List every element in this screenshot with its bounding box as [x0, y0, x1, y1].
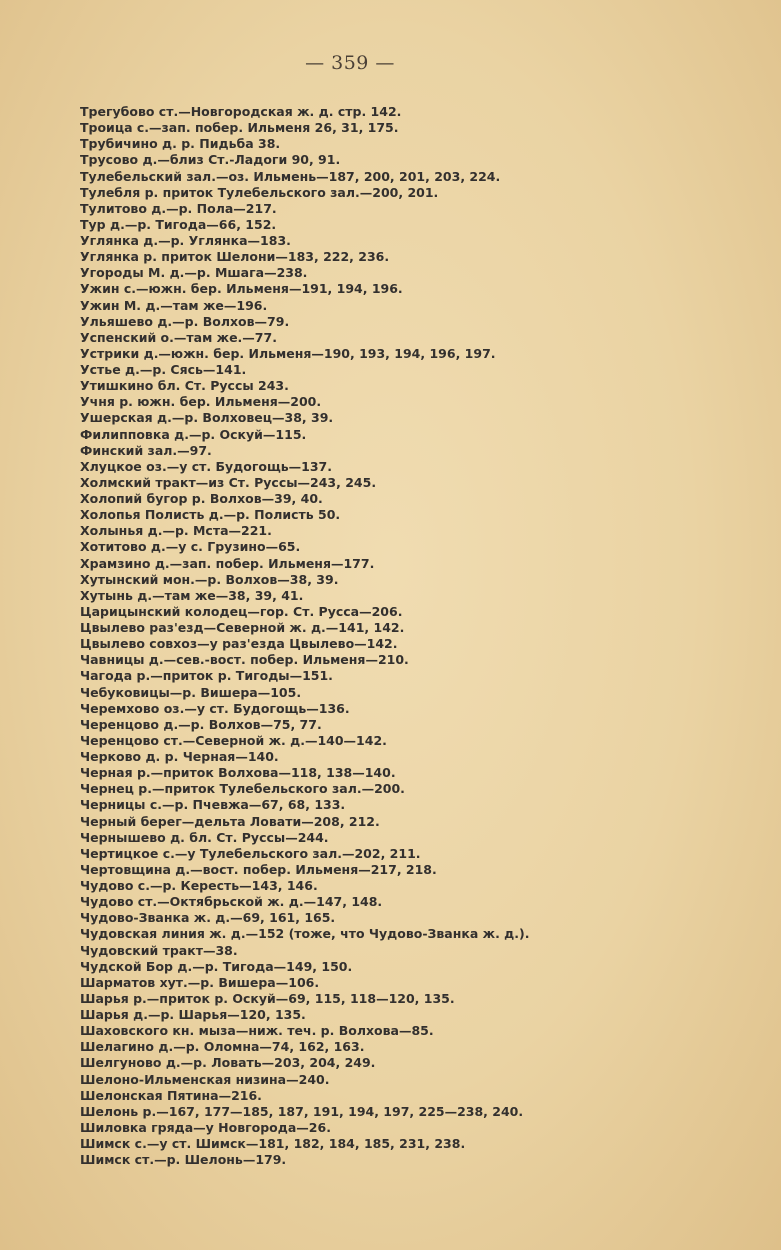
index-entry: Холынья д.—р. Мста—221. — [80, 523, 272, 539]
index-entry: Царицынский колодец—гор. Ст. Русса—206. — [80, 603, 403, 619]
index-entry: Черково д. р. Черная—140. — [80, 749, 279, 764]
index-entry: Успенский о.—там же.—77. — [80, 329, 277, 345]
index-entry: Чертицкое с.—у Тулебельского зал.—202, 211. — [80, 845, 421, 861]
index-entry: Шарья р.—приток р. Оскуй—69, 115, 118—120, 135. — [80, 990, 455, 1006]
index-entry: Ужин с.—южн. бер. Ильменя—191, 194, 196. — [80, 281, 403, 297]
index-entry: Углянка р. приток Шелони—183, 222, 236. — [80, 249, 390, 265]
index-entry: Чебуковицы—р. Вишера—105. — [80, 684, 302, 700]
index-entry: Черницы с.—р. Пчевжа—67, 68, 133. — [80, 797, 346, 813]
index-entry: Черенцово ст.—Северной ж. д.—140—142. — [80, 732, 387, 748]
index-entry: Тулебельский зал.—оз. Ильмень—187, 200, 201, 203, 224. — [80, 168, 501, 184]
index-entry: Хутынь д.—там же—38, 39, 41. — [80, 587, 304, 603]
index-entry: Тулебля р. приток Тулебельского зал.—200, 201. — [80, 184, 439, 200]
index-entry: Чернышево д. бл. Ст. Руссы—244. — [80, 829, 329, 845]
index-entry: Шарматов хут.—р. Вишера—106. — [80, 974, 320, 990]
index-entry: Трубичино д. р. Пидьба 38. — [80, 136, 281, 152]
index-entry: Чертовщина д.—вост. побер. Ильменя—217, 218. — [80, 861, 437, 877]
index-entry: Хлуцкое оз.—у ст. Будогощь—137. — [80, 458, 333, 474]
page-number: — 359 — — [305, 52, 395, 74]
index-entry: Филипповка д.—р. Оскуй—115. — [80, 426, 307, 442]
index-entry: Черенцово д.—р. Волхов—75, 77. — [80, 716, 322, 732]
index-entry: Черемхово оз.—у ст. Будогощь—136. — [80, 700, 350, 716]
index-entry: Хотитово д.—у с. Грузино—65. — [80, 539, 301, 555]
index-entry: Шиловка гряда—у Новгорода—26. — [80, 1119, 331, 1135]
index-entry: Шелонская Пятина—216. — [80, 1087, 262, 1103]
index-entry: Холопий бугор р. Волхов—39, 40. — [80, 491, 323, 506]
index-entry: Тур д.—р. Тигода—66, 152. — [80, 216, 277, 232]
index-entry: Трусово д.—близ Ст.-Ладоги 90, 91. — [80, 152, 341, 168]
index-entry: Холопья Полисть д.—р. Полисть 50. — [80, 507, 341, 523]
index-entry: Шелгуново д.—р. Ловать—203, 204, 249. — [80, 1055, 376, 1071]
index-entry: Чудской Бор д.—р. Тигода—149, 150. — [80, 958, 353, 974]
index-entry: Шелонo-Ильменская низина—240. — [80, 1071, 330, 1087]
index-entry: Финский зал.—97. — [80, 442, 212, 458]
index-entry: Цвылево раз'езд—Северной ж. д.—141, 142. — [80, 620, 405, 635]
index-entry: Шелонь р.—167, 177—185, 187, 191, 194, 197, 225—238, 240. — [80, 1103, 524, 1119]
index-entry: Холмский тракт—из Ст. Руссы—243, 245. — [80, 474, 377, 490]
index-entry: Чавницы д.—сев.-вост. побер. Ильменя—210. — [80, 652, 409, 668]
index-entry: Ульяшево д.—р. Волхов—79. — [80, 313, 290, 329]
index-entry: Черная р.—приток Волхова—118, 138—140. — [80, 765, 396, 781]
index-entry: Шелагино д.—р. Оломна—74, 162, 163. — [80, 1039, 365, 1055]
index-entry: Тулитово д.—р. Пола—217. — [80, 200, 277, 216]
index-entry: Цвылево совхоз—у раз'езда Цвылево—142. — [80, 636, 398, 652]
index-entry: Углянка д.—р. Углянка—183. — [80, 233, 291, 248]
index-entry: Шимск с.—у ст. Шимск—181, 182, 184, 185, 231, 238. — [80, 1136, 466, 1151]
index-entry: Шарья д.—р. Шарья—120, 135. — [80, 1007, 306, 1022]
index-list — [80, 104, 760, 1168]
index-entry: Устрики д.—южн. бер. Ильменя—190, 193, 194, 196, 197. — [80, 345, 496, 361]
index-entry: Угороды М. д.—р. Мшага—238. — [80, 265, 308, 281]
index-entry: Чудовская линия ж. д.—152 (тоже, что Чудово-Званка ж. д.). — [80, 926, 530, 942]
index-entry: Чудовский тракт—38. — [80, 942, 238, 958]
index-entry: Черный берег—дельта Ловати—208, 212. — [80, 813, 380, 829]
index-entry: Чагода р.—приток р. Тигоды—151. — [80, 668, 333, 684]
index-entry: Чудово ст.—Октябрьской ж. д.—147, 148. — [80, 894, 383, 910]
index-entry: Троица с.—зап. побер. Ильменя 26, 31, 175. — [80, 120, 399, 136]
index-entry: Чернец р.—приток Тулебельского зал.—200. — [80, 781, 405, 797]
index-entry: Чудово с.—р. Кересть—143, 146. — [80, 878, 318, 893]
index-entry: Ужин М. д.—там же—196. — [80, 297, 268, 313]
index-entry: Трегубово ст.—Новгородская ж. д. стр. 142. — [80, 104, 402, 119]
index-entry: Храмзино д.—зап. побер. Ильменя—177. — [80, 555, 375, 571]
index-entry: Чудово-Званка ж. д.—69, 161, 165. — [80, 910, 336, 926]
index-entry: Учня р. южн. бер. Ильменя—200. — [80, 394, 322, 410]
index-entry: Шимск ст.—р. Шелонь—179. — [80, 1152, 287, 1168]
index-entry: Шаховского кн. мыза—ниж. теч. р. Волхова—85. — [80, 1023, 434, 1039]
index-entry: Устье д.—р. Сясь—141. — [80, 362, 247, 377]
index-entry: Утишкино бл. Ст. Руссы 243. — [80, 378, 289, 394]
index-entry: Ушерская д.—р. Волховец—38, 39. — [80, 410, 334, 426]
index-entry: Хутынский мон.—р. Волхов—38, 39. — [80, 571, 339, 587]
